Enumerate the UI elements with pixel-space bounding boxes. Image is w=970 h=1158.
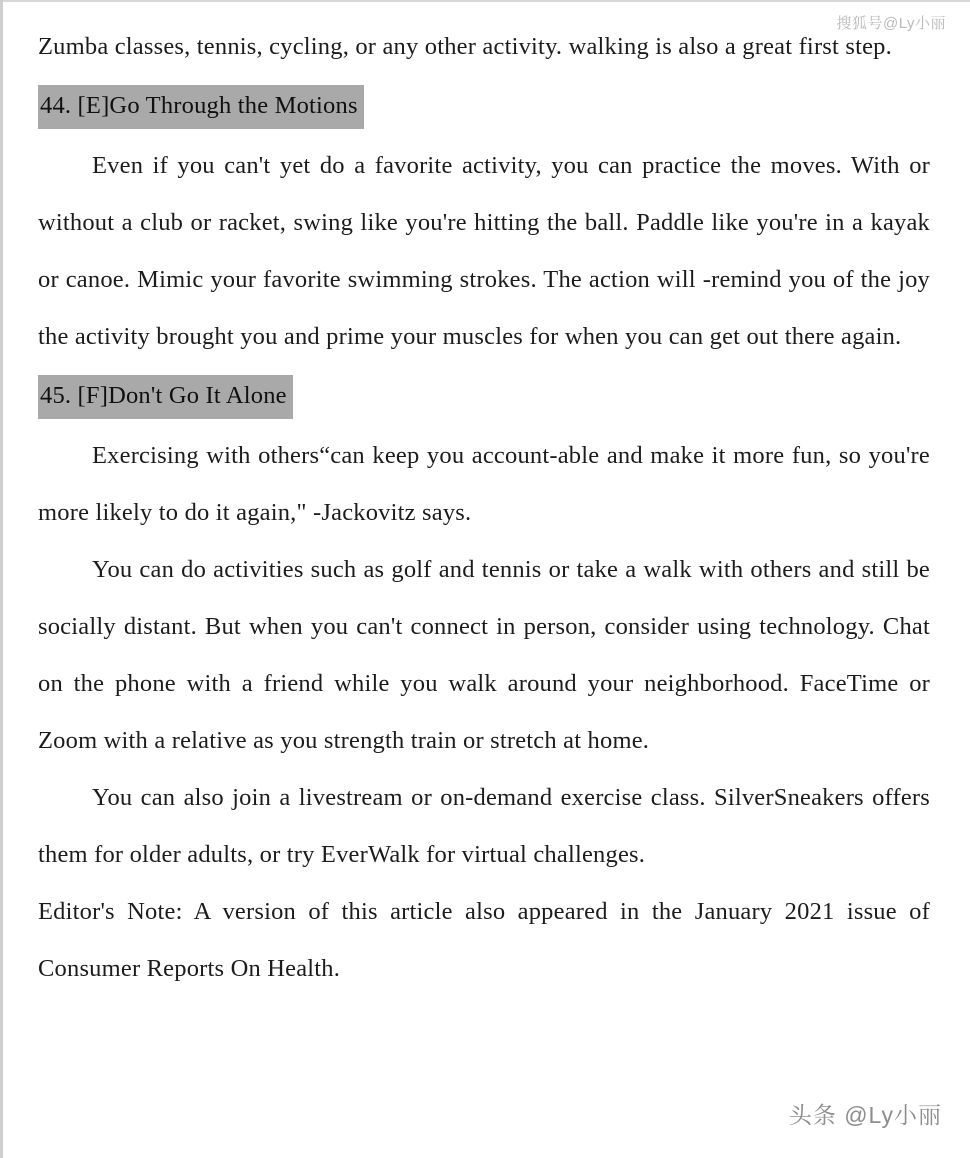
heading-44: 44. [E]Go Through the Motions xyxy=(38,85,364,129)
heading-44-row xyxy=(38,81,930,131)
paragraph-intro: Zumba classes, tennis, cycling, or any other activity. walking is also a great first step. xyxy=(38,33,892,60)
watermark-bottom: 头条 @Ly小丽 xyxy=(788,1102,942,1128)
paragraph-body-45-a: Exercising with others“can keep you account-able and make it more fun, so you're more likely to do it again," -Jackovitz says. xyxy=(38,442,930,526)
paragraph-editors-note: Editor's Note: A version of this article also appeared in the January 2021 issue of Consumer Reports On Health. xyxy=(38,898,930,982)
page-top-border xyxy=(0,0,970,2)
paragraph-body-45-b: You can do activities such as golf and tennis or take a walk with others and still be socially distant. But when you can't connect in person, consider using technology. Chat on the phone with a friend while you walk around your neighborhood. FaceTime or Zoom with a relative as you strength train or stretch at home. xyxy=(38,556,930,754)
paragraph-body-45-c: You can also join a livestream or on-demand exercise class. SilverSneakers offers them for older adults, or try EverWalk for virtual challenges. xyxy=(38,784,930,868)
paragraph-body-44: Even if you can't yet do a favorite activity, you can practice the moves. With or without a club or racket, swing like you're hitting the ball. Paddle like you're in a kayak or canoe. Mimic your favorite swimming strokes. The action will -remind you of the joy the activity brought you and prime your muscles for when you can get out there again. xyxy=(38,152,930,350)
heading-45: 45. [F]Don't Go It Alone xyxy=(38,375,293,419)
heading-45-row xyxy=(38,371,930,421)
watermark-top: 搜狐号@Ly小丽 xyxy=(836,15,946,32)
page-left-border xyxy=(0,0,3,1158)
